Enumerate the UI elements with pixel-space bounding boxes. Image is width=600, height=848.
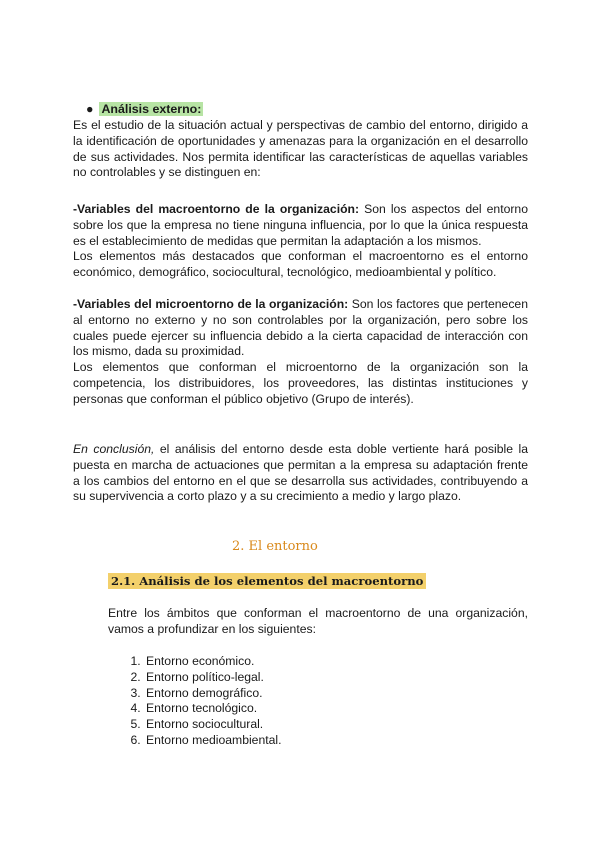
heading-text: Análisis externo:	[101, 102, 202, 116]
micro-paragraph	[73, 297, 528, 360]
micro-paragraph-2: Los elementos que conforman el microentorno de la organización son la competencia, los distribuidores, los proveedores, las distintas instituciones y personas que conforman el público objetivo (Grupo de interés).	[73, 360, 528, 406]
subsection-intro: Entre los ámbitos que conforman el macroentorno de una organización, vamos a profundizar en los siguientes:	[108, 606, 528, 636]
bullet-heading	[86, 102, 203, 116]
macro-paragraph	[73, 202, 528, 249]
list-item: 1. Entorno económico.	[144, 654, 282, 670]
conclusion-text: el análisis del entorno desde esta doble vertiente hará posible la puesta en marcha de actuaciones que permitan a la empresa su adaptación frente a los cambios del entorno en el que se desarrolla sus actividades, contribuyendo a su supervivencia a corto plazo y a su crecimiento a medio y largo plazo.	[73, 442, 528, 504]
list-item: 4. Entorno tecnológico.	[144, 701, 282, 717]
micro-text: Son los factores que pertenecen al entorno no externo y no son controlables por la organización, pero sobre los cuales puede ejercer su influencia debido a la cierta capacidad de interacción con los mismo, dada su proximidad.	[73, 297, 528, 359]
micro-label: -Variables del microentorno de la organización:	[73, 297, 349, 311]
list-item: 5. Entorno sociocultural.	[144, 717, 282, 733]
conclusion-lead: En conclusión,	[73, 442, 155, 456]
macro-text: Son los aspectos del entorno sobre los que la empresa no tiene ninguna influencia, por lo que la única respuesta es el establecimiento de medidas que permitan la adaptación a los mismos.	[73, 202, 528, 248]
conclusion-paragraph	[73, 442, 528, 505]
macro-section	[73, 202, 528, 281]
list-item: 6. Entorno medioambiental.	[144, 733, 282, 749]
subsection-title: 2.1. Análisis de los elementos del macroentorno	[108, 573, 426, 589]
macro-paragraph-2: Los elementos más destacados que conforman el macroentorno es el entorno económico, demográfico, sociocultural, tecnológico, medioambiental y político.	[73, 249, 528, 280]
environment-list	[108, 654, 282, 749]
section-title: 2. El entorno	[232, 539, 318, 554]
micro-section	[73, 297, 528, 408]
bullet-icon: ●	[86, 102, 94, 116]
list-item: 3. Entorno demográfico.	[144, 686, 282, 702]
list-item: 2. Entorno político-legal.	[144, 670, 282, 686]
intro-paragraph: Es el estudio de la situación actual y perspectivas de cambio del entorno, dirigido a la identificación de oportunidades y amenazas para la organización en el desarrollo de sus actividades. Nos permita identificar las características de aquellas variables no controlables y se distinguen en:	[73, 118, 528, 180]
macro-label: -Variables del macroentorno de la organización:	[73, 202, 360, 216]
